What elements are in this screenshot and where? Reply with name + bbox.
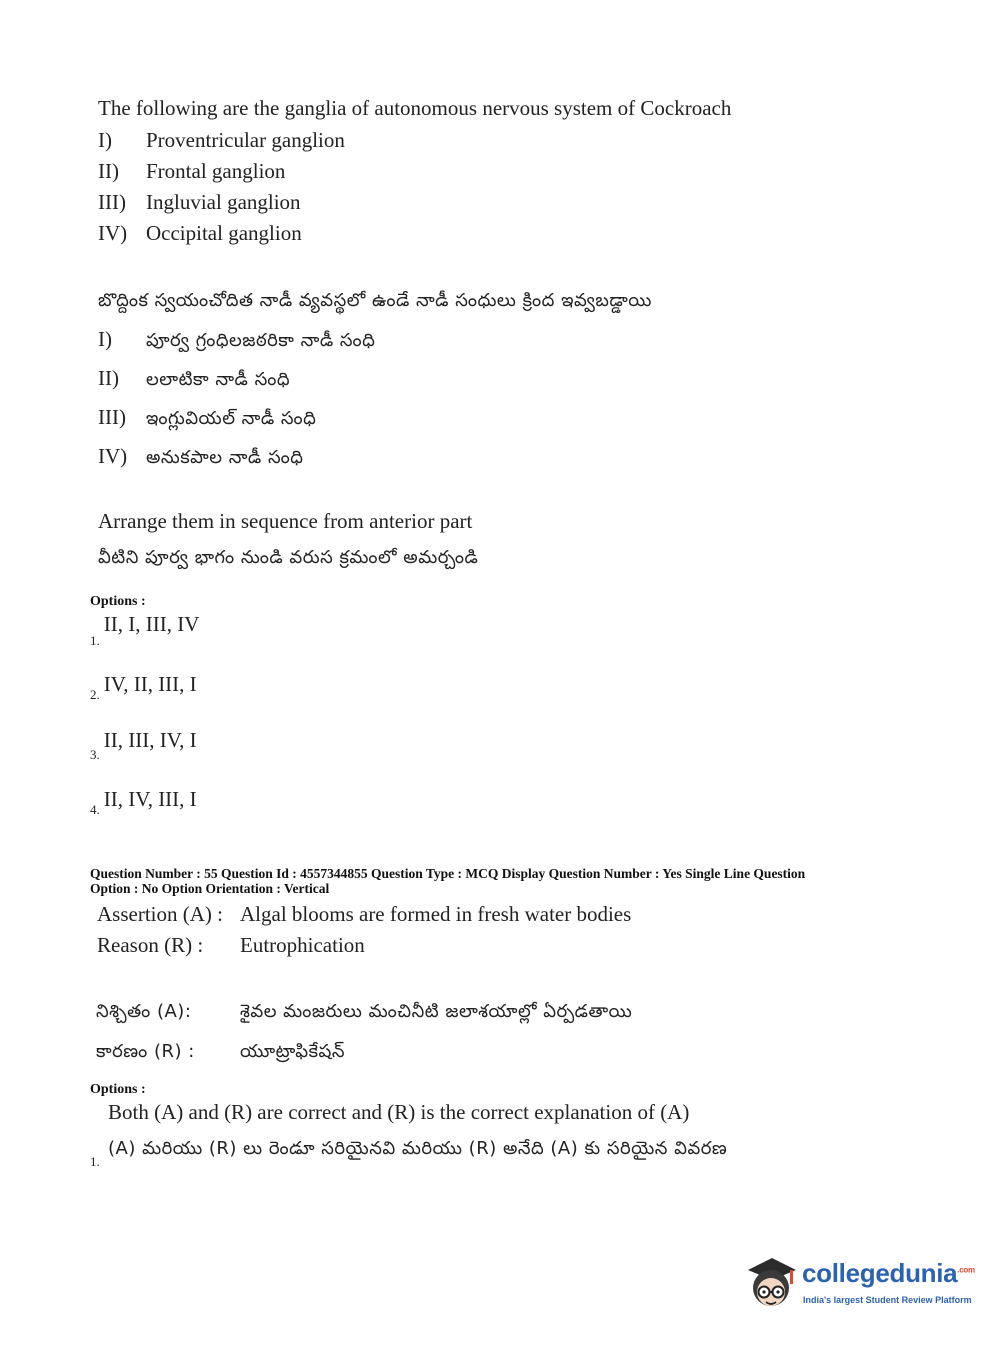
option-number: 3.	[90, 747, 100, 762]
instruction-te: వీటిని పూర్వ భాగం నుండి వరుస క్రమంలో అమర్చండి	[98, 547, 479, 568]
option-text: II, III, IV, I	[103, 728, 197, 752]
item-number: I)	[98, 327, 112, 351]
options-label: Options :	[90, 594, 146, 609]
option-4[interactable]	[90, 787, 197, 817]
logo-tagline: India's largest Student Review Platform	[803, 1295, 972, 1305]
list-item	[98, 221, 302, 246]
collegedunia-logo	[742, 1252, 975, 1316]
list-item	[98, 327, 375, 355]
option-1-number: 1.	[90, 1154, 100, 1169]
item-number: I)	[98, 128, 112, 152]
item-number: II)	[98, 366, 119, 390]
assertion-text-en: Algal blooms are formed in fresh water bodies	[240, 902, 632, 926]
mascot-icon	[742, 1252, 800, 1314]
option-1[interactable]	[90, 612, 200, 648]
item-number: III)	[98, 405, 126, 429]
list-item	[98, 405, 316, 433]
item-text: Ingluvial ganglion	[146, 190, 301, 214]
list-item	[98, 128, 345, 153]
item-text: Frontal ganglion	[146, 159, 286, 183]
item-text: అనుకపాల నాడీ సంధి	[146, 447, 304, 468]
item-number: IV)	[98, 444, 128, 468]
reason-text-en: Eutrophication	[240, 933, 365, 957]
options-label: Options :	[90, 1082, 146, 1097]
item-text: ఇంగ్లువియల్ నాడీ సంధి	[146, 408, 317, 429]
item-number: IV)	[98, 221, 128, 245]
item-number: II)	[98, 159, 119, 183]
option-2[interactable]	[90, 672, 197, 702]
list-item	[98, 366, 290, 394]
question-title-te: బొద్దింక స్వయంచోదిత నాడీ వ్యవస్థలో ఉండే నాడీ సంధులు క్రింద ఇవ్వబడ్డాయి	[98, 290, 652, 311]
assertion-label-en: Assertion (A) :	[97, 902, 223, 926]
item-text: పూర్వ గ్రంధిలజఠరికా నాడీ సంధి	[146, 330, 376, 351]
option-text: II, IV, III, I	[103, 787, 197, 811]
option-number: 1.	[90, 633, 100, 648]
reason-label-te: కారణం (R) :	[96, 1041, 195, 1062]
question-meta-line-2: Option : No Option Orientation : Vertical	[90, 881, 330, 896]
item-text: లలాటికా నాడీ సంధి	[146, 369, 291, 390]
question-meta-line-1: Question Number : 55 Question Id : 4557344855 Question Type : MCQ Display Question Number : Yes Single Line Question	[90, 866, 806, 881]
assertion-text-te: శైవల మంజరులు మంచినీటి జలాశయాల్లో ఏర్పడతాయి	[240, 1001, 633, 1022]
question-title-en: The following are the ganglia of autonomous nervous system of Cockroach	[98, 96, 732, 120]
assertion-label-te: నిశ్చితం (A):	[96, 1001, 192, 1022]
list-item	[98, 190, 301, 215]
option-number: 2.	[90, 687, 100, 702]
reason-text-te: యూట్రాఫికేషన్	[240, 1041, 345, 1062]
logo-wordmark: collegedunia$^{.com}$	[802, 1258, 975, 1288]
option-text: IV, II, III, I	[103, 672, 197, 696]
option-1-text-en[interactable]: Both (A) and (R) are correct and (R) is the correct explanation of (A)	[108, 1100, 690, 1124]
option-3[interactable]	[90, 728, 197, 762]
item-text: Occipital ganglion	[146, 221, 302, 245]
list-item	[98, 444, 303, 472]
option-text: II, I, III, IV	[103, 612, 200, 636]
reason-label-en: Reason (R) :	[97, 933, 204, 957]
item-text: Proventricular ganglion	[146, 128, 345, 152]
option-number: 4.	[90, 802, 100, 817]
instruction-en: Arrange them in sequence from anterior part	[98, 509, 473, 533]
list-item	[98, 159, 285, 184]
item-number: III)	[98, 190, 126, 214]
option-1-text-te[interactable]: (A) మరియు (R) లు రెండూ సరియైనవి మరియు (R) అనేది (A) కు సరియైన వివరణ	[108, 1138, 728, 1159]
